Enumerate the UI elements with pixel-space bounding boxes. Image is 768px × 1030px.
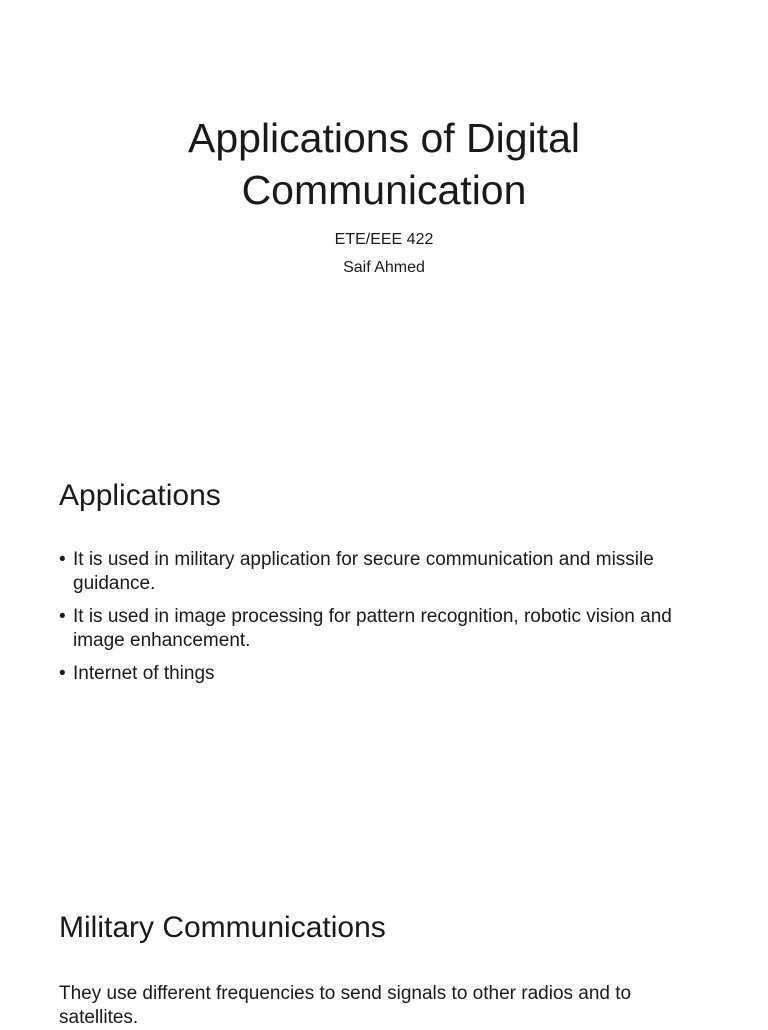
author-name: Saif Ahmed	[343, 259, 425, 276]
bullet-text: Internet of things	[73, 663, 215, 684]
slide-title	[84, 112, 684, 216]
military-slide	[0, 864, 768, 1028]
bullet-item	[59, 662, 719, 686]
slide-title-line-1: Applications of Digital	[188, 115, 580, 161]
course-code: ETE/EEE 422	[334, 231, 434, 248]
applications-heading: Applications	[59, 479, 221, 512]
bullet-text: It is used in military application for secure communication and missile guidance.	[73, 549, 654, 594]
bullet-marker: •	[59, 606, 66, 627]
military-paragraph: They use different frequencies to send signals to other radios and to satellites.	[59, 983, 632, 1028]
slide-title-line-2: Communication	[241, 167, 527, 213]
bullet-item	[59, 548, 719, 596]
military-heading: Military Communications	[59, 911, 386, 944]
bullet-text: It is used in image processing for pattern recognition, robotic vision and image enhancement.	[73, 606, 672, 651]
bullet-item	[59, 605, 719, 653]
applications-slide	[0, 432, 768, 864]
bullet-marker: •	[59, 549, 66, 570]
bullet-marker: •	[59, 663, 66, 684]
applications-bullet-list	[59, 548, 719, 695]
title-slide	[0, 0, 768, 432]
